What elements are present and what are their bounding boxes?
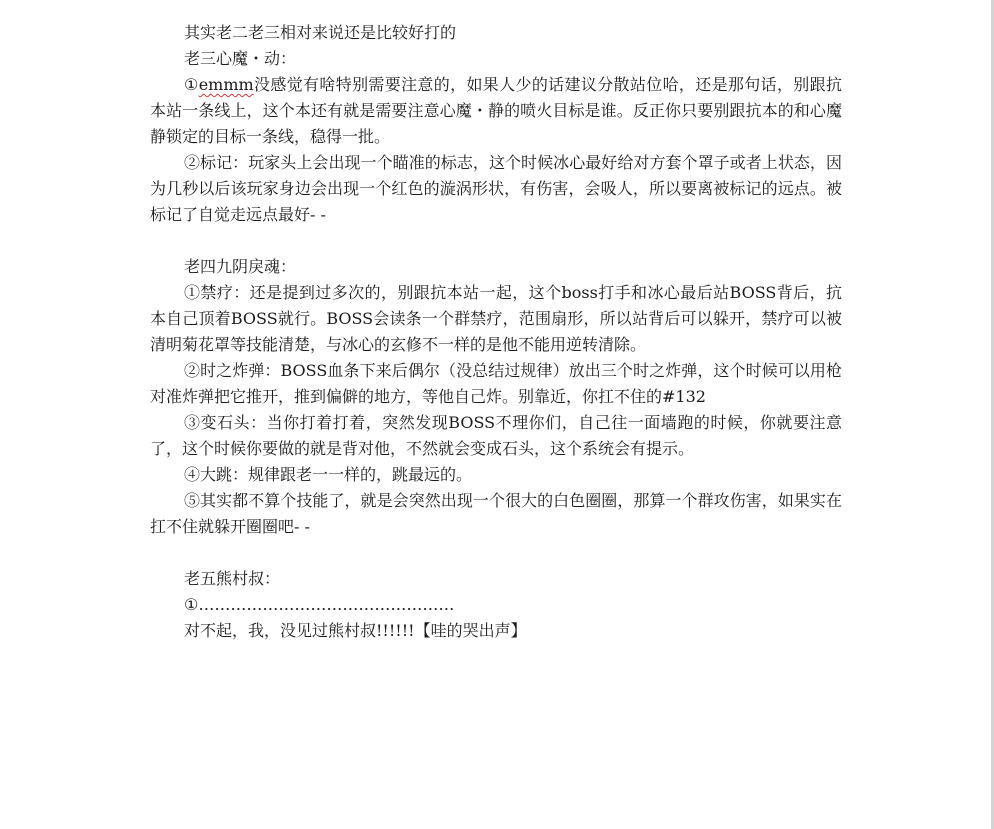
closing-line: 对不起，我，没见过熊村叔!!!!!!【哇的哭出声】	[184, 621, 527, 640]
blank-line	[150, 540, 842, 566]
spellcheck-marked-word: emmm	[198, 75, 254, 94]
boss4-heading: 老四九阴戾魂：	[184, 257, 297, 276]
boss3-tip-1-text: 没感觉有啥特别需要注意的，如果人少的话建议分散站位哈，还是那句话，别跟抗本站一条线上，这个本还有就是需要注意心魔・静的喷火目标是谁。反正你只要别跟抗本的和心魔静锁定的目标一条线，稳得一批。	[150, 75, 842, 146]
boss4-tip-1: ①禁疗：还是提到过多次的，别跟抗本站一起，这个boss打手和冰心最后站BOSS背后，抗本自己顶着BOSS就行。BOSS会读条一个群禁疗，范围扇形，所以站背后可以躲开，禁疗可以被清明菊花罩等技能清楚，与冰心的玄修不一样的是他不能用逆转清除。	[150, 283, 842, 354]
blank-line	[150, 228, 842, 254]
boss4-tip-3: ③变石头：当你打着打着，突然发现BOSS不理你们，自己往一面墙跑的时候，你就要注意了，这个时候你要做的就是背对他，不然就会变成石头，这个系统会有提示。	[150, 413, 842, 458]
boss3-tip-1	[150, 72, 842, 150]
boss3-heading: 老三心魔・动：	[184, 49, 297, 68]
boss5-heading: 老五熊村叔：	[184, 569, 281, 588]
boss3-tip-1-number: ①	[184, 75, 199, 94]
boss3-tip-2: ②标记：玩家头上会出现一个瞄准的标志，这个时候冰心最好给对方套个罩子或者上状态，因为几秒以后该玩家身边会出现一个红色的漩涡形状，有伤害，会吸人，所以要离被标记的远点。被标记了自觉走远点最好- -	[150, 153, 842, 224]
boss4-tip-2: ②时之炸弹：BOSS血条下来后偶尔（没总结过规律）放出三个时之炸弹，这个时候可以用枪对准炸弹把它推开，推到偏僻的地方，等他自己炸。别靠近，你扛不住的#132	[150, 361, 842, 406]
boss5-tip-1: ①…………………………………………	[184, 595, 455, 614]
boss4-tip-5: ⑤其实都不算个技能了，就是会突然出现一个很大的白色圈圈，那算一个群攻伤害，如果实在扛不住就躲开圈圈吧- -	[150, 491, 842, 536]
boss4-tip-4: ④大跳：规律跟老一一样的，跳最远的。	[184, 465, 473, 484]
document-body	[150, 20, 842, 644]
intro-line: 其实老二老三相对来说还是比较好打的	[184, 23, 457, 42]
